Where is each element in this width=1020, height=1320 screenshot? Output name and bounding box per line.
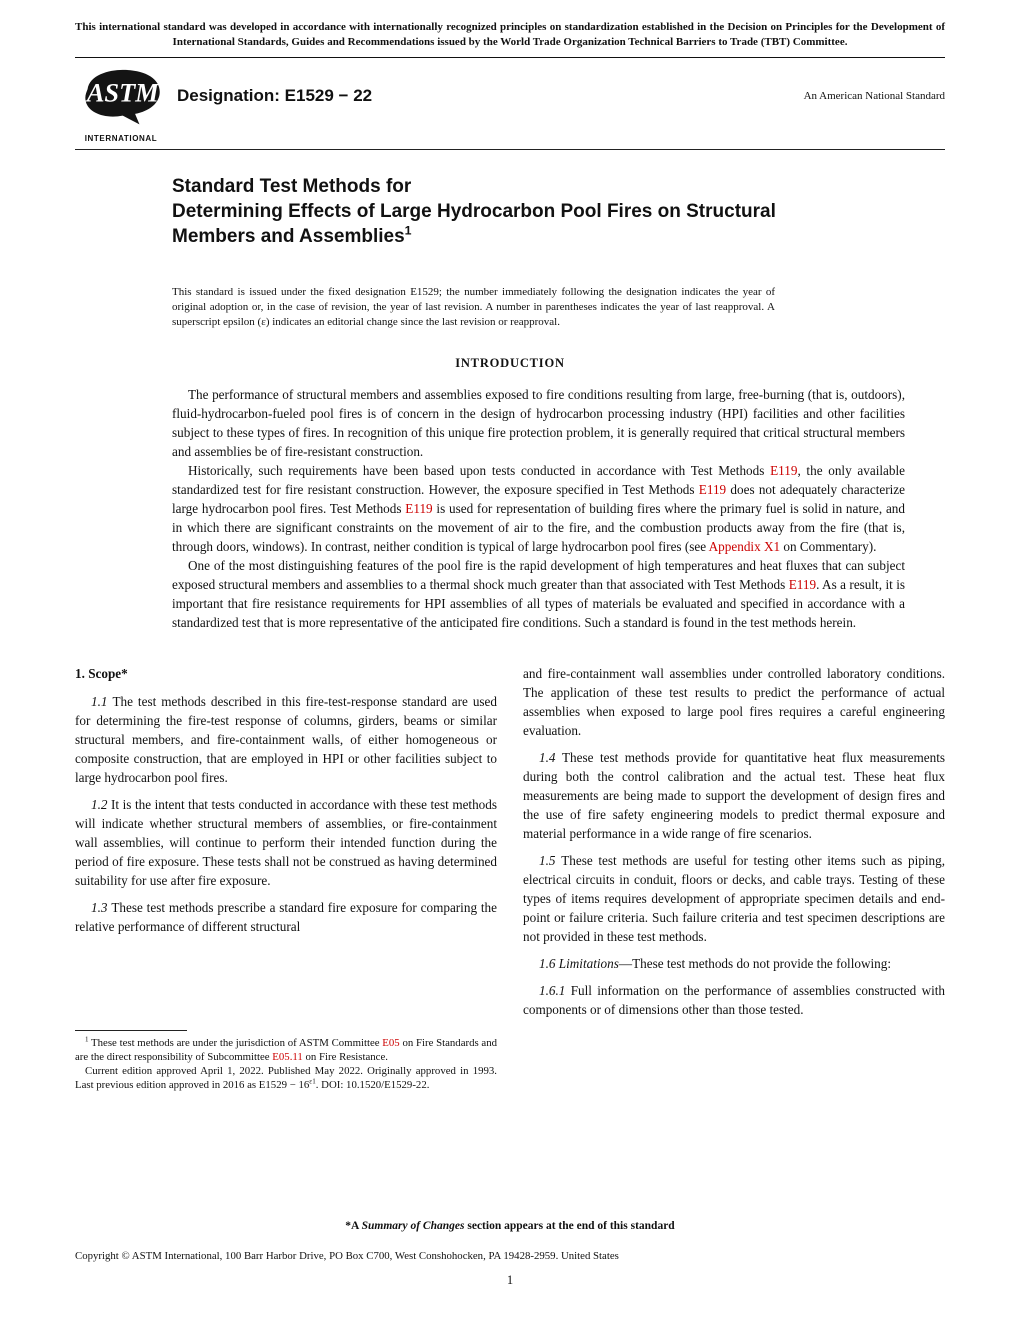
notice-divider xyxy=(75,57,945,58)
intro-paragraph: The performance of structural members and assemblies exposed to fire conditions resulting from large, free-burning (that is, outdoors), fluid-hydrocarbon-fueled pool fires is of concern in the design of hydrocarbon processing industry (HPI) facilities and other facilities subject to these types of fires. In recognition of this unique fire protection problem, it is generally required that critical structural members and assemblies be of fire-resistant construction. xyxy=(172,387,905,459)
inline-link[interactable]: E05.11 xyxy=(272,1051,303,1063)
copyright-line: Copyright © ASTM International, 100 Barr Harbor Drive, PO Box C700, West Conshohocken, PA 19428-2959. United States xyxy=(75,1250,619,1262)
issuance-note: This standard is issued under the fixed designation E1529; the number immediately following the designation indicates the year of original adoption or, in the case of revision, the year of last revision. A number in parentheses indicates the year of last reapproval. A superscript epsilon (ε) indicates an editorial change since the last revision or reapproval. xyxy=(172,286,775,328)
tbt-notice: This international standard was developed in accordance with internationally recognized principles on standardization established in the Decision on Principles for the Development of International Standards, Guides and Recommendations issued by the World Trade Organization Technical Barriers to Trade (TBT) Committee. xyxy=(75,21,945,48)
scope-paragraph-1-4: 1.4 These test methods provide for quantitative heat flux measurements during both the control calibration and the actual test. These heat flux measurements are being made to support the development of design fires and the use of fire safety engineering models to predict thermal exposure and material performance in a wide range of fire scenarios. xyxy=(523,750,946,841)
national-standard-label: An American National Standard xyxy=(803,90,945,102)
inline-link[interactable]: E119 xyxy=(698,482,727,497)
summary-note: *A Summary of Changes section appears at the end of this standard xyxy=(345,1220,675,1232)
scope-paragraph-1-3-continued: and fire-containment wall assemblies under controlled laboratory conditions. The application of these test results to predict the performance of actual assemblies when exposed to large pool fires requires a careful engineering evaluation. xyxy=(523,666,945,738)
footnote-edition: Current edition approved April 1, 2022. Published May 2022. Originally approved in 1993. Last previous edition approved in 2016 as $E1529 - 16^{\varepsilon 1}$. DOI: 10.1520/E1529-22. xyxy=(75,1065,497,1091)
scope-paragraph-1-1: 1.1 The test methods described in this fire-test-response standard are used for determining the fire-test response of columns, girders, beams or similar structural members, and fire-containment walls, of either homogeneous or composite construction, that are employed in HPI or other facilities subject to large hydrocarbon pool fires. xyxy=(75,694,497,785)
left-column xyxy=(75,664,497,1092)
inline-link[interactable]: E05 xyxy=(382,1037,400,1049)
right-column xyxy=(523,664,945,1092)
scope-paragraph-1-6-1: 1.6.1 Full information on the performance of assemblies constructed with components or of dimensions other than those tested. xyxy=(523,983,946,1017)
astm-logo-icon xyxy=(77,68,165,128)
footnote-rule xyxy=(75,1030,187,1031)
doc-title xyxy=(172,174,822,249)
scope-paragraph-1-3: 1.3 These test methods prescribe a standard fire exposure for comparing the relative performance of different structural xyxy=(75,900,497,934)
footnote-jurisdiction: $^1$ These test methods are under the jurisdiction of ASTM Committee E05 on Fire Standards and are the direct responsibility of Subcommittee E05.11 on Fire Resistance. xyxy=(75,1035,498,1063)
scope-heading: 1. Scope* xyxy=(75,666,128,681)
inline-link[interactable]: Appendix X1 xyxy=(708,539,781,554)
header xyxy=(75,68,945,143)
scope-paragraph-1-6: 1.6 Limitations—These test methods do not provide the following: xyxy=(539,956,892,971)
two-column-body xyxy=(75,664,945,1092)
doc-title-line2: Determining Effects of Large Hydrocarbon Pool Fires on Structural Members and Assemblies$^1$ xyxy=(172,201,776,247)
page-number: 1 xyxy=(506,1273,514,1287)
header-divider xyxy=(75,149,945,150)
inline-link[interactable]: E119 xyxy=(788,577,817,592)
logo-international-label: INTERNATIONAL xyxy=(84,134,158,143)
svg-text:ASTM: ASTM xyxy=(86,77,159,108)
scope-paragraph-1-2: 1.2 It is the intent that tests conducted in accordance with these test methods will indicate whether structural members of assemblies, or fire-containment wall assemblies, will continue to perform their intended function during the period of fire exposure. These tests shall not be construed as having determined suitability for use after fire exposure. xyxy=(75,797,498,888)
inline-link[interactable]: E119 xyxy=(405,501,433,516)
scope-paragraph-1-5: 1.5 These test methods are useful for testing other items such as piping, electrical circuits in conduit, floors or decks, and cable trays. Testing of these types of items requires development of appropriate specimen details and end-point or failure criteria. Such failure criteria and test specimen descriptions are not provided in these test methods. xyxy=(523,853,946,944)
introduction-body xyxy=(172,385,905,632)
intro-paragraph: Historically, such requirements have been based upon tests conducted in accordance with Test Methods E119, the only available standardized test for fire resistant construction. However, the exposure specified in Test Methods E119 does not adequately characterize large hydrocarbon pool fires. Test Methods E119 is used for representation of building fires where the primary fuel is solid in nature, and in which there are significant constraints on the movement of air to the fire, and the combustion products away from the fire (that is, through doors, windows). In contrast, neither condition is typical of large hydrocarbon pool fires (see Appendix X1 on Commentary). xyxy=(172,463,905,554)
introduction-heading: INTRODUCTION xyxy=(455,356,565,370)
footnotes xyxy=(75,1020,497,1092)
designation-title: Designation: E1529 − 22 xyxy=(177,86,373,105)
intro-paragraph: One of the most distinguishing features of the pool fire is the rapid development of high temperatures and heat fluxes that can subject exposed structural members and assemblies to a thermal shock much greater than that associated with Test Methods E119. As a result, it is important that fire resistance requirements for HPI assemblies of all types of materials be evaluated and specified in accordance with a standardized test that is more representative of the anticipated fire conditions. Such a standard is found in the test methods herein. xyxy=(172,558,906,630)
astm-logo xyxy=(75,68,167,143)
inline-link[interactable]: E119 xyxy=(770,463,798,478)
doc-title-line1: Standard Test Methods for xyxy=(172,176,412,197)
